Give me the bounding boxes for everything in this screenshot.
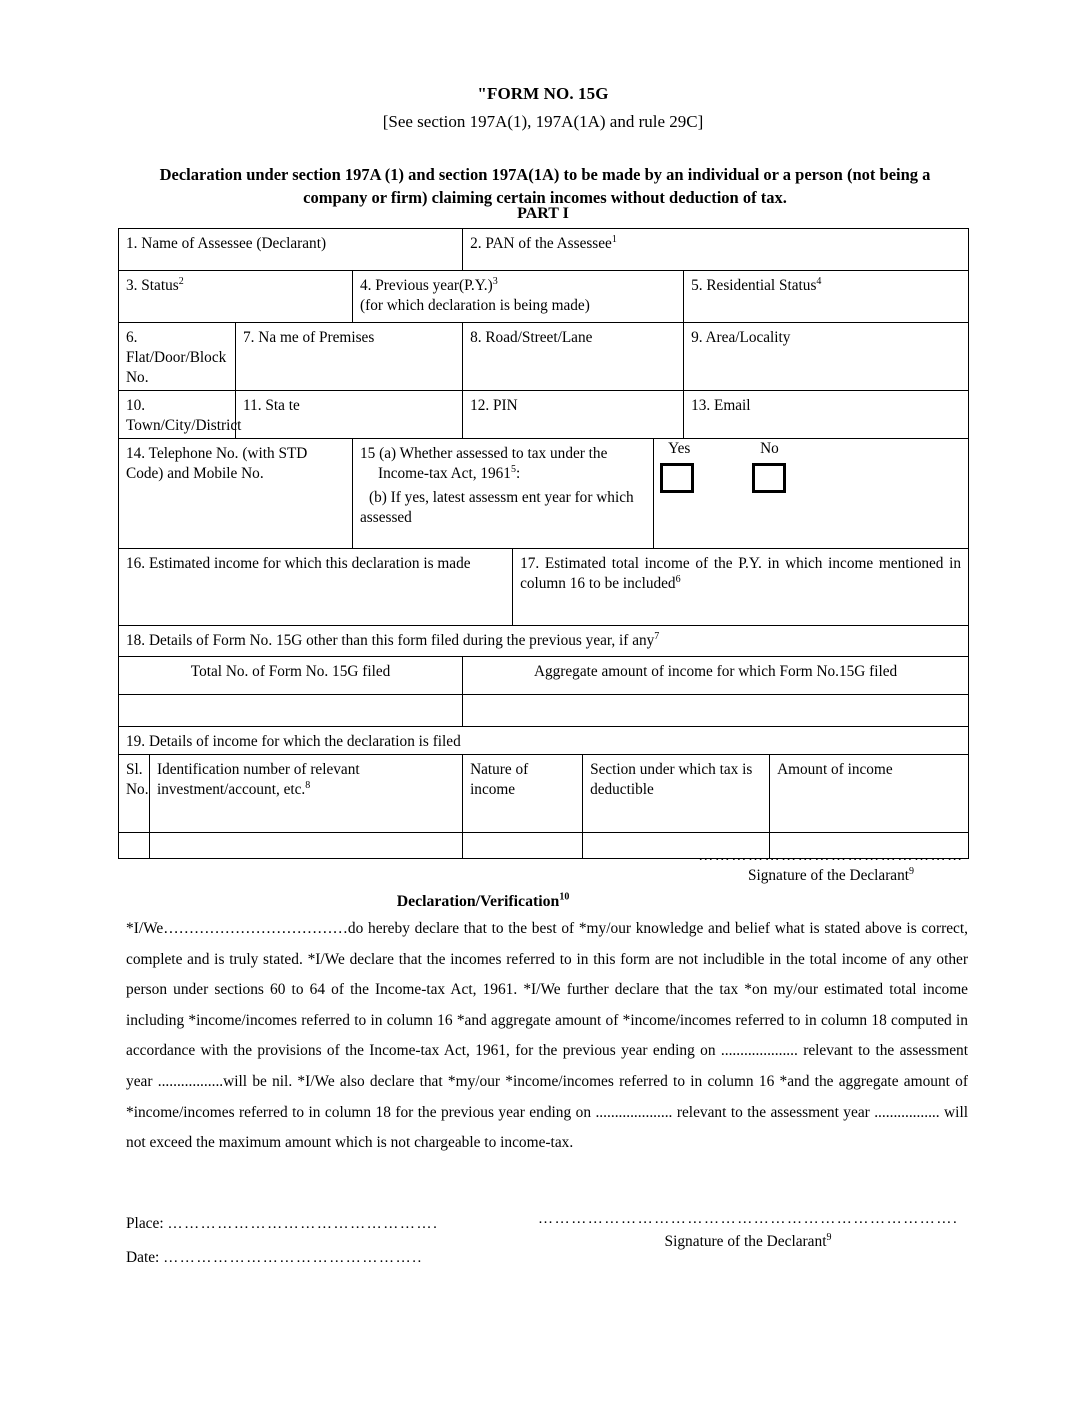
table-row: [119, 271, 969, 323]
field-label: 13. Email: [691, 397, 751, 414]
field-label: 2. PAN of the Assessee: [470, 235, 612, 252]
declaration-verification-heading: [118, 893, 848, 911]
column-header: Nature of income: [470, 761, 529, 798]
signature-dotted-line[interactable]: …………………………………………: [698, 848, 964, 864]
cell-sl-no[interactable]: [119, 833, 150, 859]
field-previous-year[interactable]: [353, 271, 684, 323]
value-aggregate-amount[interactable]: [463, 695, 969, 727]
column-header: Aggregate amount of income for which Form No.15G filed: [533, 663, 898, 680]
declaration-body-text: *I/We………………………………do hereby declare that to the best of *my/our knowledge and belief what is stated above is correct, complete and is truly stated. *I/We declare that the incomes referred to in this form are not includible in the total income of any other person under sections 60 to 64 of the Income-tax Act, 1961. *I/We further declare that the tax *on my/our estimated total income including *income/incomes referred to in column 16 *and aggregate amount of *income/incomes referred to in column 18 computed in accordance with the provisions of the Income-tax Act, 1961, for the previous year ending on .................... relevant to the assessment year .................will be nil. *I/We also declare that *my/our *income/incomes referred to in column 16 *and the aggregate amount of *income/incomes referred to in column 18 for the previous year ending on .................... relevant to the assessment year ................. will not exceed the maximum amount which is not chargeable to income-tax.: [126, 920, 968, 1152]
cell-nature-of-income[interactable]: [463, 833, 583, 859]
colon: :: [515, 465, 521, 482]
field-assessed-to-tax[interactable]: [353, 439, 654, 549]
field-label: 11. Sta te: [243, 397, 300, 414]
field-label-15b: (b) If yes, latest assessm ent year for which: [369, 489, 634, 506]
date-dotted-line: ………………………………………..: [163, 1250, 423, 1266]
field-label: 6. Flat/Door/Block No.: [126, 329, 227, 386]
table-row: [119, 755, 969, 833]
signature-block-top: [690, 848, 972, 885]
table-row: [119, 323, 969, 391]
field-pin[interactable]: [463, 391, 684, 439]
table-row: [119, 626, 969, 657]
field-label: 17. Estimated total income of the P.Y. in which income mentioned in column 16 to be included: [520, 555, 962, 592]
field-label: 16. Estimated income for which this declaration is made: [126, 555, 471, 572]
table-row: [119, 439, 969, 549]
column-header: Sl. No.: [126, 761, 149, 798]
see-section-line: [See section 197A(1), 197A(1A) and rule 29C]: [382, 112, 704, 131]
col-identification-number: [150, 755, 463, 833]
table-row: [119, 391, 969, 439]
field-label: 4. Previous year(P.Y.): [360, 277, 493, 294]
field-label-cont: Income-tax Act, 1961: [378, 465, 511, 482]
field-sublabel: (for which declaration is being made): [360, 297, 590, 314]
yes-no-cell: [654, 439, 969, 549]
footnote-marker: 6: [675, 573, 681, 585]
signature-caption: [690, 867, 972, 885]
field-label: 18. Details of Form No. 15G other than this form filed during the previous year, if any: [126, 632, 655, 649]
field-label: 12. PIN: [470, 397, 518, 414]
footnote-marker: 9: [908, 865, 914, 877]
footnote-marker: 9: [826, 1231, 832, 1243]
field-email[interactable]: [684, 391, 969, 439]
declaration-heading: [130, 163, 960, 209]
footnote-marker: 2: [178, 275, 184, 287]
col-sl-no: [119, 755, 150, 833]
date-field[interactable]: [126, 1249, 423, 1267]
table-row: [119, 229, 969, 271]
field-label: 9. Area/Locality: [691, 329, 791, 346]
field-status[interactable]: [119, 271, 353, 323]
value-total-no-15g-filed[interactable]: [119, 695, 463, 727]
yes-label: Yes: [668, 440, 691, 457]
field-label: 1. Name of Assessee (Declarant): [126, 235, 327, 252]
field-area-locality[interactable]: [684, 323, 969, 391]
part-label: PART I: [517, 205, 569, 222]
field-state[interactable]: [236, 391, 463, 439]
field-label: 7. Na me of Premises: [243, 329, 375, 346]
cell-identification-number[interactable]: [150, 833, 463, 859]
field-flat-door-block[interactable]: [119, 323, 236, 391]
column-header: Total No. of Form No. 15G filed: [190, 663, 391, 680]
declaration-verification-text: Declaration/Verification: [396, 893, 560, 910]
no-label: No: [760, 440, 779, 457]
footnote-marker: 8: [305, 779, 311, 791]
field-name-of-premises[interactable]: [236, 323, 463, 391]
field-label: 19. Details of income for which the declaration is filed: [126, 733, 461, 750]
place-label: Place:: [126, 1215, 164, 1232]
place-field[interactable]: [126, 1215, 438, 1233]
form-table: [118, 228, 969, 859]
table-row: [119, 695, 969, 727]
field-residential-status[interactable]: [684, 271, 969, 323]
field-estimated-total-income[interactable]: [513, 549, 969, 626]
place-row: [126, 1211, 972, 1266]
declaration-heading-line1: Declaration under section 197A (1) and section 197A(1A) to be made by an individual or a person (not being a: [159, 165, 931, 184]
field-label: 3. Status: [126, 277, 179, 294]
footer-signature-caption: [538, 1233, 958, 1251]
field-label: 8. Road/Street/Lane: [470, 329, 593, 346]
no-checkbox[interactable]: [752, 463, 786, 493]
field-other-15g-details: [119, 626, 969, 657]
col-aggregate-amount: [463, 657, 969, 695]
field-telephone[interactable]: [119, 439, 353, 549]
column-header: Identification number of relevant investment/account, etc.: [157, 761, 360, 798]
signature-caption-text: Signature of the Declarant: [748, 867, 909, 884]
column-header: Section under which tax is deductible: [590, 761, 753, 798]
footer-signature-caption-text: Signature of the Declarant: [664, 1233, 827, 1250]
col-section-deductible: [583, 755, 770, 833]
field-estimated-income[interactable]: [119, 549, 513, 626]
table-row: [119, 657, 969, 695]
table-row: [119, 549, 969, 626]
col-total-no-15g-filed: [119, 657, 463, 695]
col-amount-of-income: [770, 755, 969, 833]
date-label: Date:: [126, 1249, 160, 1266]
footer-signature-dotted-line[interactable]: ………………………………………………………………….: [538, 1211, 958, 1227]
field-label-15b-cont: assessed: [360, 509, 412, 526]
field-label: 10. Town/City/District: [126, 397, 242, 434]
place-dotted-line: ………………………………………….: [167, 1216, 439, 1232]
field-label: 5. Residential Status: [691, 277, 817, 294]
field-label: 14. Telephone No. (with STD Code) and Mobile No.: [126, 445, 308, 482]
column-header: Amount of income: [777, 761, 893, 778]
page-title: "FORM NO. 15G: [477, 84, 609, 103]
footnote-marker: 4: [816, 275, 822, 287]
yes-checkbox[interactable]: [660, 463, 694, 493]
field-name-of-assessee[interactable]: [119, 229, 463, 271]
field-road-street-lane[interactable]: [463, 323, 684, 391]
field-label: 15 (a) Whether assessed to tax under the: [360, 445, 608, 462]
footnote-marker: 10: [559, 891, 570, 903]
table-row: [119, 727, 969, 755]
footnote-marker: 1: [611, 233, 617, 245]
field-pan[interactable]: [463, 229, 969, 271]
field-income-details: [119, 727, 969, 755]
declaration-heading-line2: company or firm) claiming certain incomes without deduction of tax.: [303, 188, 787, 207]
footer-block: [126, 1211, 972, 1266]
footnote-marker: 3: [492, 275, 498, 287]
footnote-marker: 7: [654, 630, 660, 642]
footnote-marker: 5: [510, 463, 516, 475]
field-town-city-district[interactable]: [119, 391, 242, 439]
col-nature-of-income: [463, 755, 583, 833]
